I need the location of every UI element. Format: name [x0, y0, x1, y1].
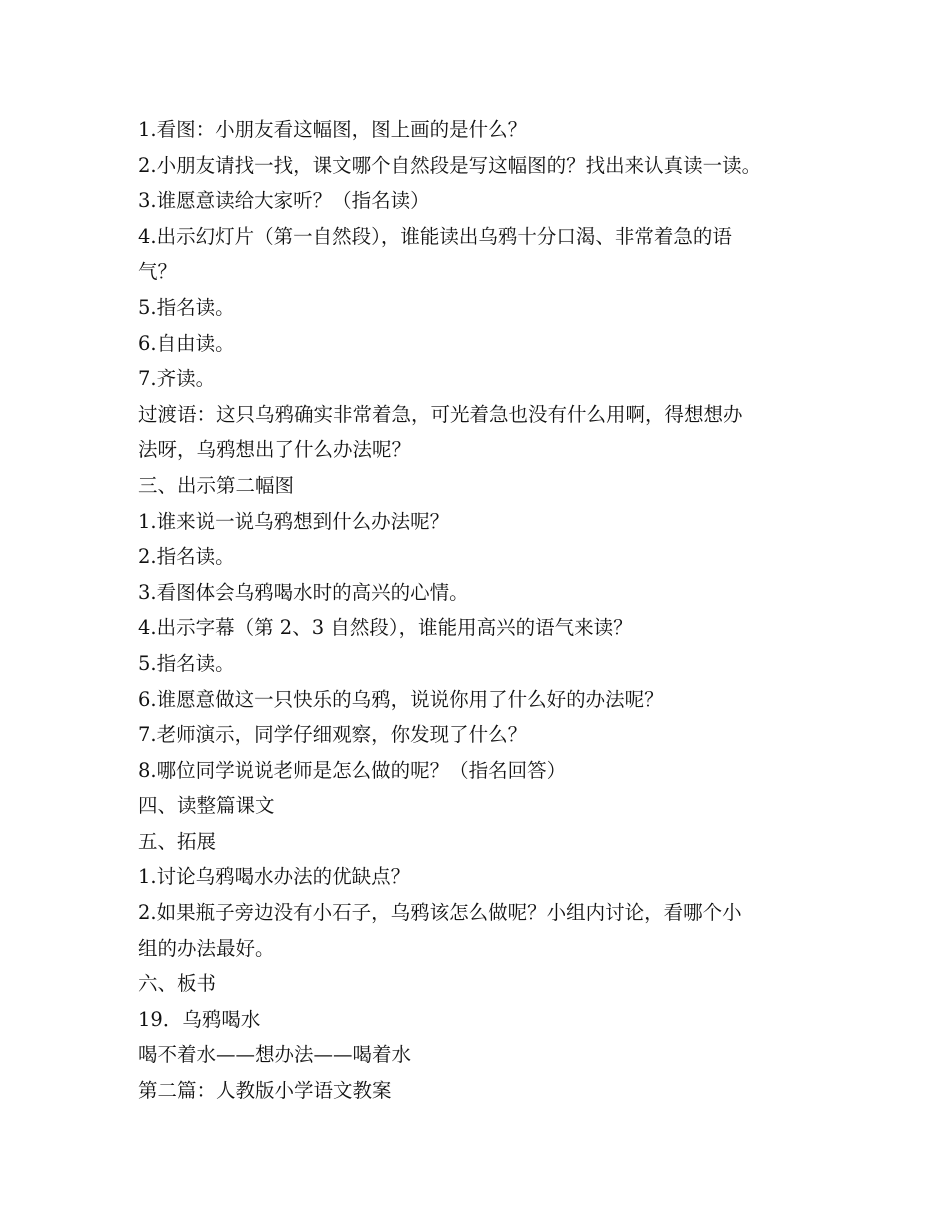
text-line: 6.自由读。	[138, 331, 235, 355]
text-line: 1.谁来说一说乌鸦想到什么办法呢？	[138, 509, 450, 533]
text-line: 7.齐读。	[138, 367, 216, 391]
text-line: 4.出示字幕（第 2、3 自然段），谁能用高兴的语气来读？	[138, 616, 633, 640]
text-line: 喝不着水——想办法——喝着水	[138, 1043, 412, 1067]
text-line: 1.看图：小朋友看这幅图，图上画的是什么？	[138, 118, 528, 141]
text-line: 6.谁愿意做这一只快乐的乌鸦，说说你用了什么好的办法呢？	[138, 687, 664, 711]
text-line: 5.指名读。	[138, 651, 235, 675]
section-heading: 五、拓展	[138, 829, 217, 853]
text-line: 4.出示幻灯片（第一自然段），谁能读出乌鸦十分口渴、非常着急的语	[138, 224, 732, 248]
text-line: 组的办法最好。	[138, 936, 275, 960]
text-line: 8.哪位同学说说老师是怎么做的呢？（指名回答）	[138, 758, 567, 782]
section-heading: 六、板书	[138, 972, 217, 996]
text-line: 3.谁愿意读给大家听？（指名读）	[138, 189, 430, 213]
text-line: 气？	[138, 260, 178, 284]
text-line: 2.如果瓶子旁边没有小石子，乌鸦该怎么做呢？小组内讨论，看哪个小	[138, 901, 742, 925]
document-body	[138, 112, 838, 1109]
section-heading: 三、出示第二幅图	[138, 473, 295, 497]
text-line: 5.指名读。	[138, 295, 235, 319]
text-line: 7.老师演示，同学仔细观察，你发现了什么？	[138, 723, 528, 747]
text-line: 3.看图体会乌鸦喝水时的高兴的心情。	[138, 580, 469, 604]
text-line: 法呀，乌鸦想出了什么办法呢？	[138, 438, 412, 462]
text-line: 2.指名读。	[138, 545, 235, 569]
section-heading: 四、读整篇课文	[138, 794, 275, 818]
text-line: 19．乌鸦喝水	[138, 1007, 261, 1031]
text-line: 2.小朋友请找一找，课文哪个自然段是写这幅图的？找出来认真读一读。	[138, 153, 762, 177]
text-line: 1.讨论乌鸦喝水办法的优缺点？	[138, 865, 411, 889]
text-line: 过渡语：这只乌鸦确实非常着急，可光着急也没有什么用啊，得想想办	[138, 402, 743, 426]
document-section-title: 第二篇：人教版小学语文教案	[138, 1079, 392, 1103]
